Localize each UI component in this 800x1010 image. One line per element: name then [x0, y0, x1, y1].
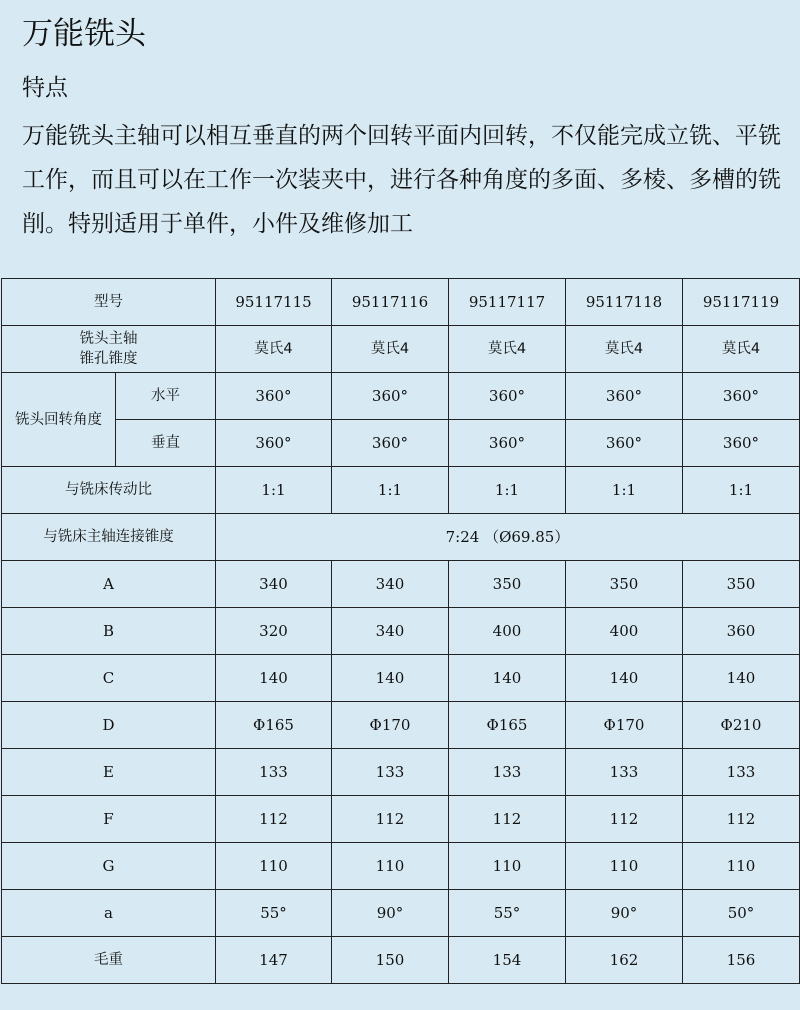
- dimension-value: 400: [566, 608, 683, 655]
- dimension-value: 112: [332, 796, 449, 843]
- dimension-value: 112: [449, 796, 566, 843]
- dimension-value: 110: [566, 843, 683, 890]
- ratio-cell: 1:1: [683, 467, 800, 514]
- dimension-value: 55°: [216, 890, 332, 937]
- table-row: [2, 561, 800, 608]
- dimension-value: 154: [449, 937, 566, 984]
- vertical-cell: 360°: [566, 420, 683, 467]
- rotation-angle-label: 铣头回转角度: [2, 373, 116, 467]
- table-row: [2, 655, 800, 702]
- dimension-label: F: [2, 796, 216, 843]
- vertical-label: 垂直: [116, 420, 216, 467]
- dimension-value: 140: [332, 655, 449, 702]
- dimension-value: 112: [566, 796, 683, 843]
- features-heading: 特点: [22, 75, 68, 101]
- dimension-value: 350: [566, 561, 683, 608]
- dimension-value: 360: [683, 608, 800, 655]
- dimension-label: D: [2, 702, 216, 749]
- horizontal-cell: 360°: [566, 373, 683, 420]
- spec-table: [1, 278, 800, 984]
- vertical-cell: 360°: [683, 420, 800, 467]
- dimension-value: 133: [332, 749, 449, 796]
- dimension-value: 156: [683, 937, 800, 984]
- dimension-label: a: [2, 890, 216, 937]
- dimension-value: 147: [216, 937, 332, 984]
- dimension-value: 350: [683, 561, 800, 608]
- dimension-value: 140: [683, 655, 800, 702]
- dimension-label: C: [2, 655, 216, 702]
- dimension-label: B: [2, 608, 216, 655]
- dimension-value: 140: [449, 655, 566, 702]
- model-header-label: 型号: [2, 279, 216, 326]
- model-cell: 95117116: [332, 279, 449, 326]
- horizontal-cell: 360°: [216, 373, 332, 420]
- dimension-value: 340: [216, 561, 332, 608]
- vertical-cell: 360°: [216, 420, 332, 467]
- dimension-value: 140: [566, 655, 683, 702]
- spindle-taper-label-line2: 锥孔锥度: [79, 351, 138, 367]
- dimension-value: 133: [683, 749, 800, 796]
- taper-cell: 莫氏4: [683, 326, 800, 373]
- table-row: [2, 420, 800, 467]
- drive-ratio-label: 与铣床传动比: [2, 467, 216, 514]
- ratio-cell: 1:1: [216, 467, 332, 514]
- dimension-value: 162: [566, 937, 683, 984]
- dimension-label: G: [2, 843, 216, 890]
- dimension-value: Φ170: [566, 702, 683, 749]
- table-row: [2, 608, 800, 655]
- vertical-cell: 360°: [449, 420, 566, 467]
- dimension-value: 110: [216, 843, 332, 890]
- model-cell: 95117119: [683, 279, 800, 326]
- dimension-value: 55°: [449, 890, 566, 937]
- table-row: [2, 279, 800, 326]
- horizontal-cell: 360°: [332, 373, 449, 420]
- connection-taper-value: 7:24 （Ø69.85）: [216, 514, 800, 561]
- horizontal-cell: 360°: [683, 373, 800, 420]
- model-cell: 95117118: [566, 279, 683, 326]
- model-cell: 95117117: [449, 279, 566, 326]
- dimension-value: 110: [449, 843, 566, 890]
- table-row: [2, 467, 800, 514]
- table-row: [2, 890, 800, 937]
- spec-table-body: [2, 279, 800, 984]
- horizontal-cell: 360°: [449, 373, 566, 420]
- taper-cell: 莫氏4: [216, 326, 332, 373]
- dimension-value: 400: [449, 608, 566, 655]
- header-section: [0, 0, 800, 270]
- dimension-value: 140: [216, 655, 332, 702]
- table-row: [2, 514, 800, 561]
- dimension-value: 90°: [566, 890, 683, 937]
- dimension-value: 133: [216, 749, 332, 796]
- taper-cell: 莫氏4: [449, 326, 566, 373]
- dimension-value: 90°: [332, 890, 449, 937]
- dimension-value: 320: [216, 608, 332, 655]
- dimension-value: 112: [683, 796, 800, 843]
- ratio-cell: 1:1: [332, 467, 449, 514]
- dimension-value: 350: [449, 561, 566, 608]
- table-row: [2, 796, 800, 843]
- dimension-value: 340: [332, 561, 449, 608]
- dimension-value: 133: [449, 749, 566, 796]
- dimension-value: Φ165: [449, 702, 566, 749]
- dimension-label: A: [2, 561, 216, 608]
- dimension-value: 110: [332, 843, 449, 890]
- page-title: 万能铣头: [22, 16, 146, 52]
- spindle-taper-label: [2, 326, 216, 373]
- dimension-value: 112: [216, 796, 332, 843]
- table-row: [2, 702, 800, 749]
- taper-cell: 莫氏4: [332, 326, 449, 373]
- table-row: [2, 373, 800, 420]
- features-description: 万能铣头主轴可以相互垂直的两个回转平面内回转，不仅能完成立铣、平铣工作，而且可以在工作一次装夹中，进行各种角度的多面、多棱、多槽的铣削。特别适用于单件，小件及维修加工: [22, 123, 781, 237]
- taper-cell: 莫氏4: [566, 326, 683, 373]
- dimension-value: 340: [332, 608, 449, 655]
- dimension-value: 150: [332, 937, 449, 984]
- dimension-label: E: [2, 749, 216, 796]
- spindle-taper-label-line1: 铣头主轴: [79, 331, 138, 347]
- dimension-value: Φ170: [332, 702, 449, 749]
- dimension-value: 50°: [683, 890, 800, 937]
- connection-taper-label: 与铣床主轴连接锥度: [2, 514, 216, 561]
- dimension-label: 毛重: [2, 937, 216, 984]
- ratio-cell: 1:1: [449, 467, 566, 514]
- table-row: [2, 843, 800, 890]
- horizontal-label: 水平: [116, 373, 216, 420]
- table-row: [2, 749, 800, 796]
- dimension-value: 133: [566, 749, 683, 796]
- vertical-cell: 360°: [332, 420, 449, 467]
- ratio-cell: 1:1: [566, 467, 683, 514]
- model-cell: 95117115: [216, 279, 332, 326]
- dimension-value: 110: [683, 843, 800, 890]
- dimension-value: Φ165: [216, 702, 332, 749]
- table-row: [2, 937, 800, 984]
- table-row: [2, 326, 800, 373]
- dimension-value: Φ210: [683, 702, 800, 749]
